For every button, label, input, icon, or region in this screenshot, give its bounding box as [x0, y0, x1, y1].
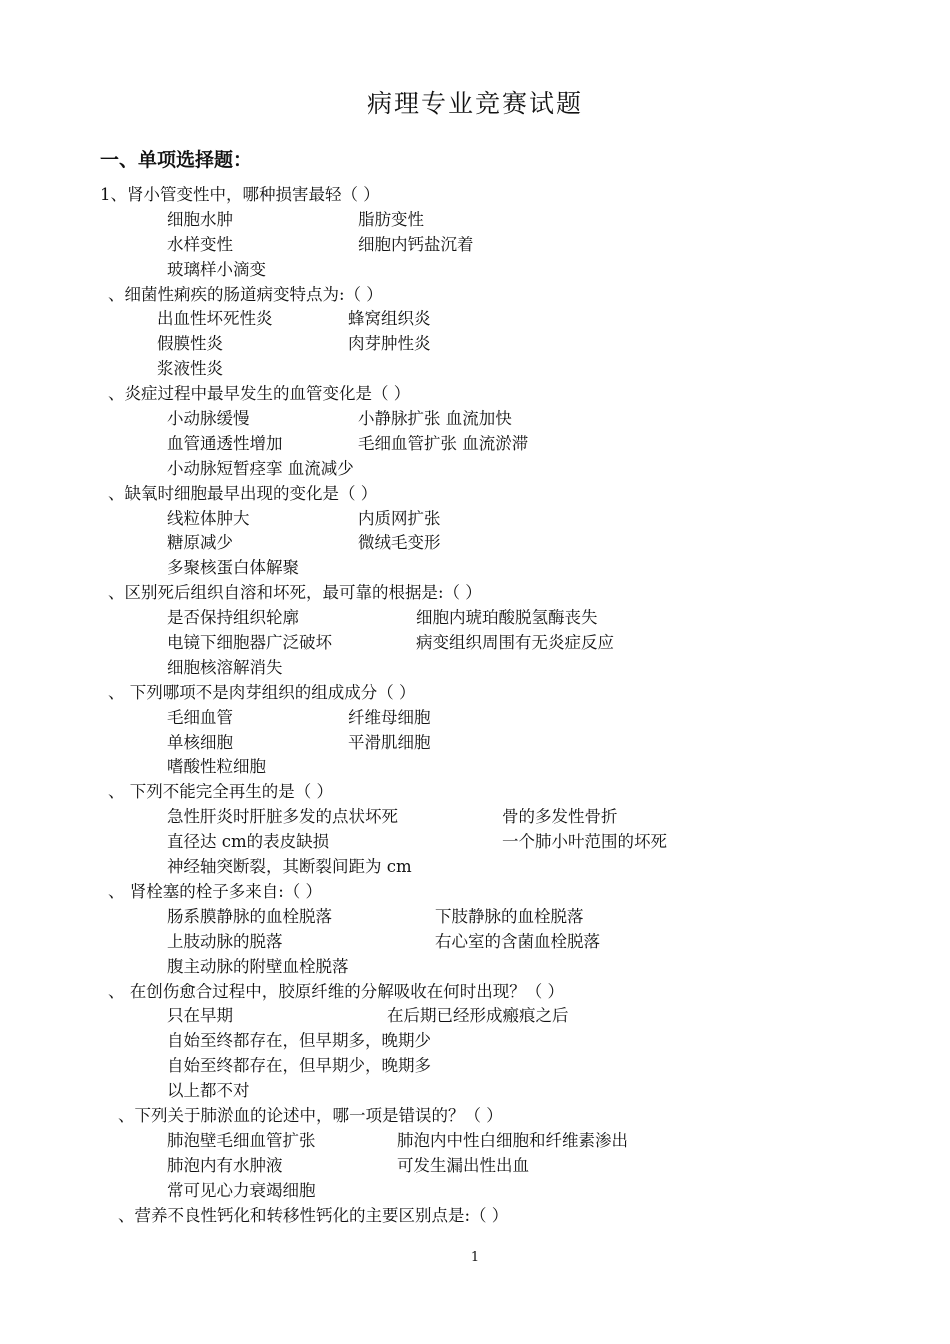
question-text: 、 下列哪项不是肉芽组织的组成成分（ ） — [108, 682, 416, 702]
answer-option: 毛细血管扩张 血流淤滞 — [358, 433, 529, 453]
answer-option: 自始至终都存在，但早期少，晚期多 — [167, 1056, 431, 1076]
answer-option: 蜂窝组织炎 — [348, 309, 431, 329]
option-row — [0, 754, 950, 779]
question-text: 、 肾栓塞的栓子多来自:（ ） — [108, 881, 323, 901]
question-stem — [0, 779, 950, 804]
option-row — [0, 705, 950, 730]
answer-option: 线粒体肿大 — [167, 508, 250, 528]
answer-option: 病变组织周围有无炎症反应 — [416, 633, 614, 653]
answer-option: 纤维母细胞 — [348, 707, 431, 727]
answer-option: 肺泡壁毛细血管扩张 — [167, 1130, 316, 1150]
option-row — [0, 431, 950, 456]
question-stem — [0, 1203, 950, 1228]
option-row — [0, 1078, 950, 1103]
answer-option: 微绒毛变形 — [358, 533, 441, 553]
question-text: 1、肾小管变性中，哪种损害最轻（ ） — [100, 185, 380, 204]
answer-option: 多聚核蛋白体解聚 — [167, 558, 299, 578]
option-row — [0, 630, 950, 655]
question-stem — [0, 182, 950, 207]
answer-option: 假膜性炎 — [157, 334, 223, 354]
answer-option: 肺泡内有水肿液 — [167, 1155, 283, 1175]
question-stem — [0, 1103, 950, 1128]
answer-option: 自始至终都存在，但早期多，晚期少 — [167, 1031, 431, 1051]
question-text: 、缺氧时细胞最早出现的变化是（ ） — [108, 483, 378, 503]
question-stem — [0, 879, 950, 904]
question-list — [0, 182, 950, 1227]
question-text: 、细菌性痢疾的肠道病变特点为:（ ） — [108, 284, 383, 304]
answer-option: 右心室的含菌血栓脱落 — [435, 931, 600, 951]
answer-option: 只在早期 — [167, 1006, 233, 1026]
answer-option: 小动脉短暂痉挛 血流减少 — [167, 458, 354, 478]
document-title: 病理专业竞赛试题 — [366, 89, 583, 118]
answer-option: 骨的多发性骨折 — [502, 807, 618, 827]
answer-option: 出血性坏死性炎 — [157, 309, 273, 329]
question-stem — [0, 381, 950, 406]
option-row — [0, 804, 950, 829]
answer-option: 可发生漏出性出血 — [397, 1155, 529, 1175]
answer-option: 上肢动脉的脱落 — [167, 931, 283, 951]
option-row — [0, 829, 950, 854]
option-row — [0, 1128, 950, 1153]
option-row — [0, 232, 950, 257]
option-row — [0, 506, 950, 531]
option-row — [0, 655, 950, 680]
answer-option: 嗜酸性粒细胞 — [167, 757, 266, 777]
option-row — [0, 456, 950, 481]
answer-option: 肠系膜静脉的血栓脱落 — [167, 906, 332, 926]
answer-option: 下肢静脉的血栓脱落 — [435, 906, 584, 926]
answer-option: 在后期已经形成瘢痕之后 — [387, 1006, 569, 1026]
option-row — [0, 406, 950, 431]
question-text: 、 下列不能完全再生的是（ ） — [108, 782, 333, 802]
answer-option: 急性肝炎时肝脏多发的点状坏死 — [167, 807, 398, 827]
option-row — [0, 904, 950, 929]
answer-option: 细胞核溶解消失 — [167, 657, 283, 677]
option-row — [0, 1053, 950, 1078]
answer-option: 腹主动脉的附壁血栓脱落 — [167, 956, 349, 976]
answer-option: 糖原减少 — [167, 533, 233, 553]
option-row — [0, 1178, 950, 1203]
question-text: 、区别死后组织自溶和坏死，最可靠的根据是:（ ） — [108, 583, 482, 603]
option-row — [0, 605, 950, 630]
question-text: 、炎症过程中最早发生的血管变化是（ ） — [108, 384, 411, 404]
option-row — [0, 530, 950, 555]
section-heading: 一、单项选择题： — [100, 149, 253, 171]
answer-option: 水样变性 — [167, 234, 233, 254]
answer-option: 内质网扩张 — [358, 508, 441, 528]
question-stem — [0, 680, 950, 705]
option-row — [0, 1003, 950, 1028]
option-row — [0, 1028, 950, 1053]
answer-option: 小动脉缓慢 — [167, 409, 250, 429]
answer-option: 玻璃样小滴变 — [167, 259, 266, 279]
answer-option: 血管通透性增加 — [167, 433, 283, 453]
answer-option: 脂肪变性 — [358, 209, 424, 229]
answer-option: 神经轴突断裂，其断裂间距为 cm — [167, 857, 412, 877]
option-row — [0, 356, 950, 381]
question-stem — [0, 481, 950, 506]
answer-option: 肺泡内中性白细胞和纤维素渗出 — [397, 1130, 628, 1150]
option-row — [0, 929, 950, 954]
answer-option: 直径达 cm的表皮缺损 — [167, 832, 330, 852]
option-row — [0, 257, 950, 282]
question-text: 、营养不良性钙化和转移性钙化的主要区别点是:（ ） — [118, 1205, 509, 1225]
option-row — [0, 854, 950, 879]
option-row — [0, 1153, 950, 1178]
answer-option: 细胞内琥珀酸脱氢酶丧失 — [416, 608, 598, 628]
answer-option: 常可见心力衰竭细胞 — [167, 1180, 316, 1200]
question-stem — [0, 580, 950, 605]
question-stem — [0, 282, 950, 307]
option-row — [0, 331, 950, 356]
answer-option: 平滑肌细胞 — [348, 732, 431, 752]
question-text: 、下列关于肺淤血的论述中，哪一项是错误的？（ ） — [118, 1105, 503, 1125]
answer-option: 单核细胞 — [167, 732, 233, 752]
answer-option: 是否保持组织轮廓 — [167, 608, 299, 628]
page-number: 1 — [470, 1250, 480, 1265]
answer-option: 电镜下细胞器广泛破坏 — [167, 633, 332, 653]
answer-option: 以上都不对 — [167, 1081, 250, 1101]
option-row — [0, 207, 950, 232]
answer-option: 毛细血管 — [167, 707, 233, 727]
option-row — [0, 954, 950, 979]
option-row — [0, 306, 950, 331]
option-row — [0, 555, 950, 580]
answer-option: 浆液性炎 — [157, 359, 223, 379]
answer-option: 小静脉扩张 血流加快 — [358, 409, 512, 429]
answer-option: 细胞内钙盐沉着 — [358, 234, 474, 254]
option-row — [0, 730, 950, 755]
answer-option: 肉芽肿性炎 — [348, 334, 431, 354]
answer-option: 一个肺小叶范围的坏死 — [502, 832, 667, 852]
answer-option: 细胞水肿 — [167, 209, 233, 229]
question-text: 、 在创伤愈合过程中，胶原纤维的分解吸收在何时出现？（ ） — [108, 981, 564, 1001]
question-stem — [0, 979, 950, 1004]
